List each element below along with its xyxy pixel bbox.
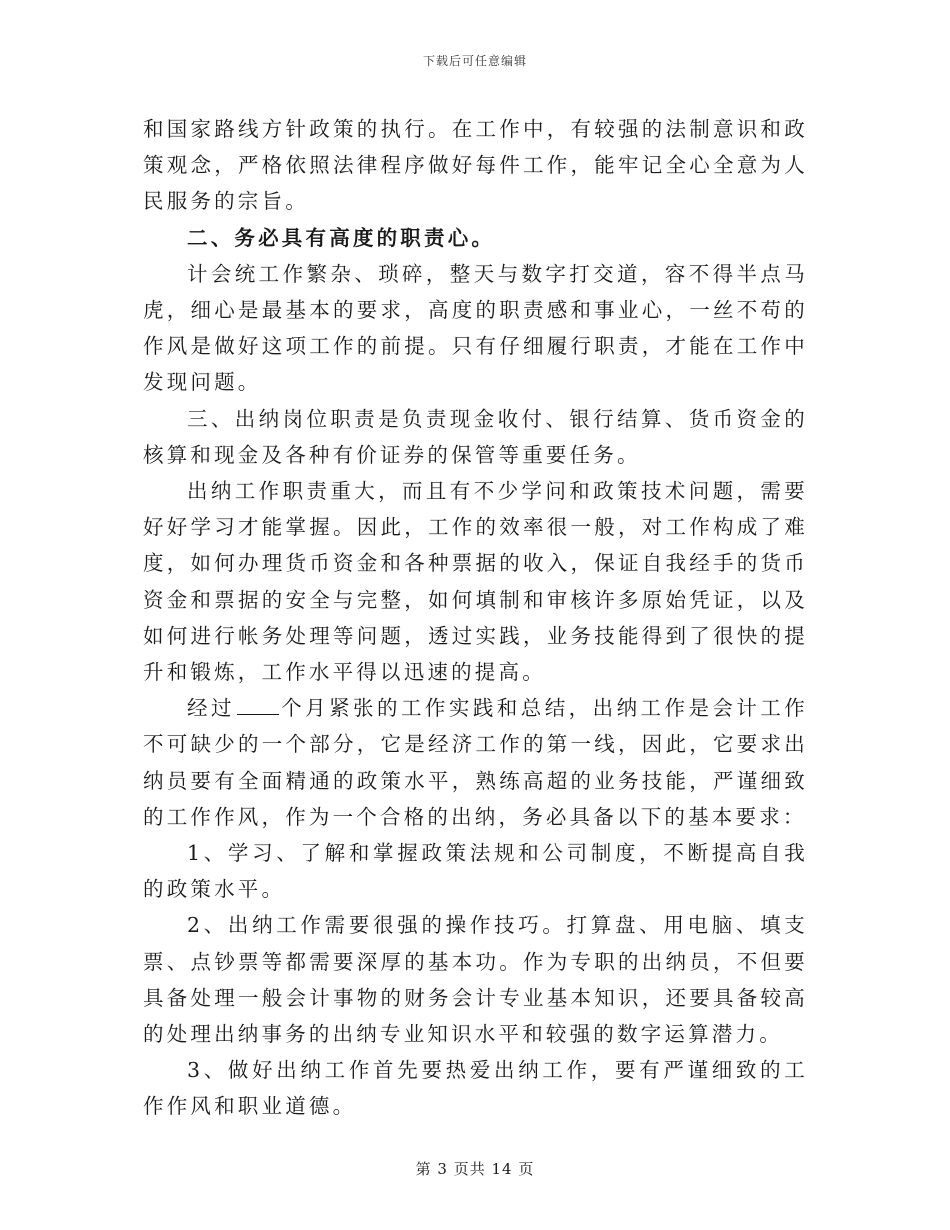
- section-heading-responsibility: 二、务必具有高度的职责心。: [187, 225, 496, 250]
- paragraph-accounting-work: 计会统工作繁杂、琐碎，整天与数字打交道，容不得半点马虎，细心是最基本的要求，高度的职责感和事业心，一丝不苟的作风是做好这项工作的前提。只有仔细履行职责，才能在工作中发现问题。: [143, 261, 808, 395]
- paragraph-work-practice-lead: 经过: [187, 696, 235, 721]
- page-header: 下载后可任意编辑: [422, 54, 527, 68]
- document-body: [143, 111, 808, 1125]
- list-item-1: 1、学习、了解和掌握政策法规和公司制度，不断提高自我的政策水平。: [143, 841, 808, 902]
- paragraph-cashier-learning: 出纳工作职责重大，而且有不少学问和政策技术问题，需要好好学习才能掌握。因此，工作的效率很一般，对工作构成了难度，如何办理货币资金和各种票据的收入，保证自我经手的货币资金和票据的安全与完整，如何填制和审核许多原始凭证，以及如何进行帐务处理等问题，透过实践，业务技能得到了很快的提升和锻炼，工作水平得以迅速的提高。: [143, 479, 808, 685]
- paragraph-policy-execution: 和国家路线方针政策的执行。在工作中，有较强的法制意识和政策观念，严格依照法律程序做好每件工作，能牢记全心全意为人民服务的宗旨。: [143, 117, 808, 214]
- list-item-2: 2、出纳工作需要很强的操作技巧。打算盘、用电脑、填支票、点钞票等都需要深厚的基本功。作为专职的出纳员，不但要具备处理一般会计事物的财务会计专业基本知识，还要具备较高的处理出纳事务的出纳专业知识水平和较强的数字运算潜力。: [143, 913, 808, 1047]
- fill-in-blank: [237, 696, 279, 715]
- page-number: 第 3 页共 14 页: [415, 1160, 535, 1178]
- paragraph-work-practice-rest: 个月紧张的工作实践和总结，出纳工作是会计工作不可缺少的一个部分，它是经济工作的第一线，因此，它要求出纳员要有全面精通的政策水平，熟练高超的业务技能，严谨细致的工作作风，作为一个合格的出纳，务必具备以下的基本要求：: [143, 696, 808, 829]
- paragraph-cashier-duties: 三、出纳岗位职责是负责现金收付、银行结算、货币资金的核算和现金及各种有价证券的保管等重要任务。: [143, 406, 808, 467]
- paragraph-work-practice: [143, 690, 808, 835]
- list-item-3: 3、做好出纳工作首先要热爱出纳工作，要有严谨细致的工作作风和职业道德。: [143, 1058, 808, 1119]
